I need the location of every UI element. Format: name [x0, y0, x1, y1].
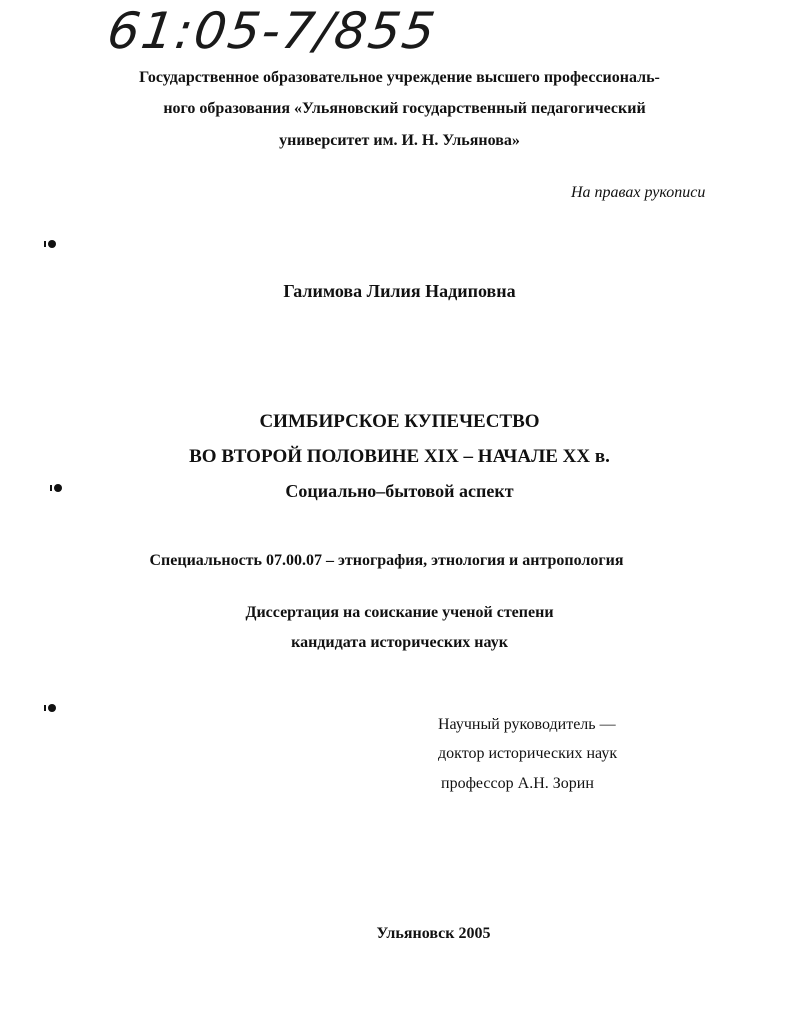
handwritten-registration-number: 61:05-7/855 — [103, 2, 441, 60]
institution-line-2: ного образования «Ульяновский государственный педагогический — [163, 100, 646, 117]
institution-line-1: Государственное образовательное учреждение высшего профессиональ- — [139, 69, 660, 86]
title-line-2: ВО ВТОРОЙ ПОЛОВИНЕ XIX – НАЧАЛЕ XX в. — [189, 446, 610, 467]
city-year: Ульяновск 2005 — [376, 925, 491, 942]
rights-note: На правах рукописи — [571, 184, 706, 201]
supervisor-line-1: Научный руководитель — — [438, 716, 616, 733]
supervisor-line-2: доктор исторических наук — [438, 745, 618, 762]
title-line-1: СИМБИРСКОЕ КУПЕЧЕСТВО — [259, 411, 540, 432]
specialty: Специальность 07.00.07 – этнография, этнология и антропология — [149, 552, 624, 569]
dissertation-line-1: Диссертация на соискание ученой степени — [245, 604, 554, 621]
author-name: Галимова Лилия Надиповна — [283, 281, 516, 301]
dissertation-line-2: кандидата исторических наук — [291, 634, 508, 651]
margin-bullet-icon — [48, 704, 56, 712]
supervisor-line-3: профессор А.Н. Зорин — [441, 775, 594, 792]
institution-line-3: университет им. И. Н. Ульянова» — [279, 132, 520, 149]
margin-bullet-icon — [48, 240, 56, 248]
title-subtitle: Социально–бытовой аспект — [285, 481, 514, 501]
